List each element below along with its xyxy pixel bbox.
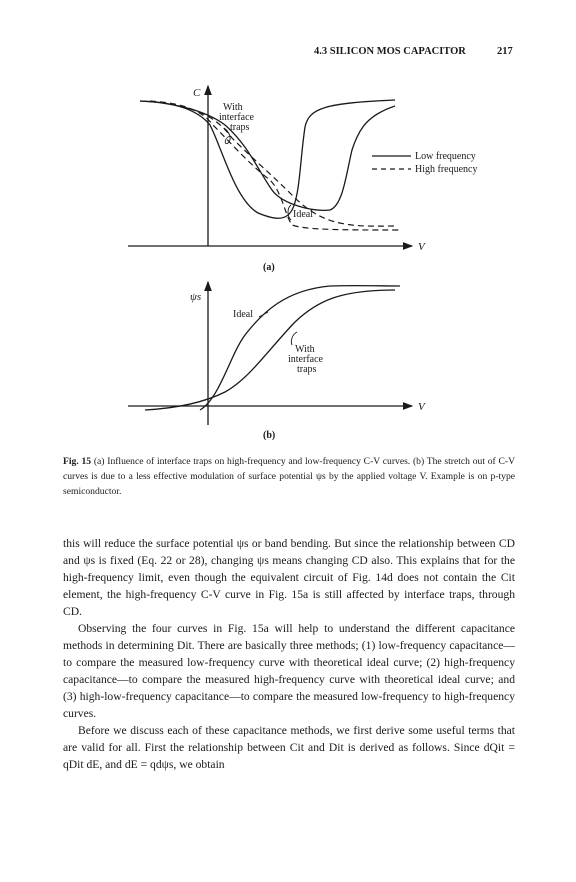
curve-ideal-high-frequency xyxy=(150,101,400,230)
curve-traps-low-frequency xyxy=(140,101,395,210)
with-traps-label-b-3: traps xyxy=(297,364,317,375)
curve-ideal-low-frequency xyxy=(140,100,395,218)
body-text xyxy=(63,535,515,773)
ideal-label-a: Ideal xyxy=(293,209,313,220)
ideal-label-b: Ideal xyxy=(233,309,253,320)
panel-b-label: (b) xyxy=(263,430,276,441)
legend-low-frequency: Low frequency xyxy=(415,151,476,162)
legend-high-frequency: High frequency xyxy=(415,164,478,175)
curve-b-with-traps xyxy=(145,290,395,410)
with-traps-label-b-1: With xyxy=(295,344,315,355)
caption-fig-label: Fig. 15 xyxy=(63,456,92,467)
panel-a-label: (a) xyxy=(263,262,275,273)
with-traps-label-a-1: With xyxy=(223,102,243,113)
curve-traps-high-frequency xyxy=(170,104,396,226)
paragraph-3: Before we discuss each of these capacitance methods, we first derive some useful terms that are valid for all. First the relationship between Cit and Dit is derived as follows. Since dQit = qDit dE, and dE = qdψs, we obtain xyxy=(63,724,515,771)
with-traps-label-a-2: interface xyxy=(219,112,254,123)
paragraph-1: this will reduce the surface potential ψs or band bending. But since the relationship between CD and ψs is fixed (Eq. 22 or 28), changing ψs means changing CD also. This explains that for the high-frequency limit, even though the equivalent circuit of Fig. 14d does not contain the Cit element, the high-frequency C-V curve in Fig. 15a is still affected by interface traps, through CD. xyxy=(63,537,515,618)
paragraph-2: Observing the four curves in Fig. 15a will help to understand the different capacitance methods in determining Dit. There are basically three methods; (1) low-frequency capacitance—to compare the measured low-frequency curve with theoretical ideal curve; (2) high-frequency capacitance—to compare the measured high-frequency curve with theoretical ideal curve; and (3) high-low-frequency capacitance—to compare the measured low-frequency to high-frequency curves. xyxy=(63,622,515,720)
panel-b-y-label: ψs xyxy=(190,291,202,303)
with-traps-label-a-3: traps xyxy=(230,122,250,133)
ideal-leader-b xyxy=(259,312,268,317)
running-head-section: 4.3 SILICON MOS CAPACITOR xyxy=(314,46,466,57)
panel-a xyxy=(128,86,477,273)
panel-a-y-label: C xyxy=(193,87,201,99)
panel-b-x-label: V xyxy=(418,401,425,413)
page-number: 217 xyxy=(497,46,513,57)
panel-b xyxy=(128,282,426,441)
figure-caption xyxy=(63,454,515,499)
panel-a-x-label: V xyxy=(418,241,425,253)
caption-text: (a) Influence of interface traps on high-frequency and low-frequency C-V curves. (b) The stretch out of C-V curves is due to a less effective modulation of surface potential ψs by the applied voltage V. Example is on p-type semiconductor. xyxy=(63,456,516,497)
with-traps-label-b-2: interface xyxy=(288,354,323,365)
